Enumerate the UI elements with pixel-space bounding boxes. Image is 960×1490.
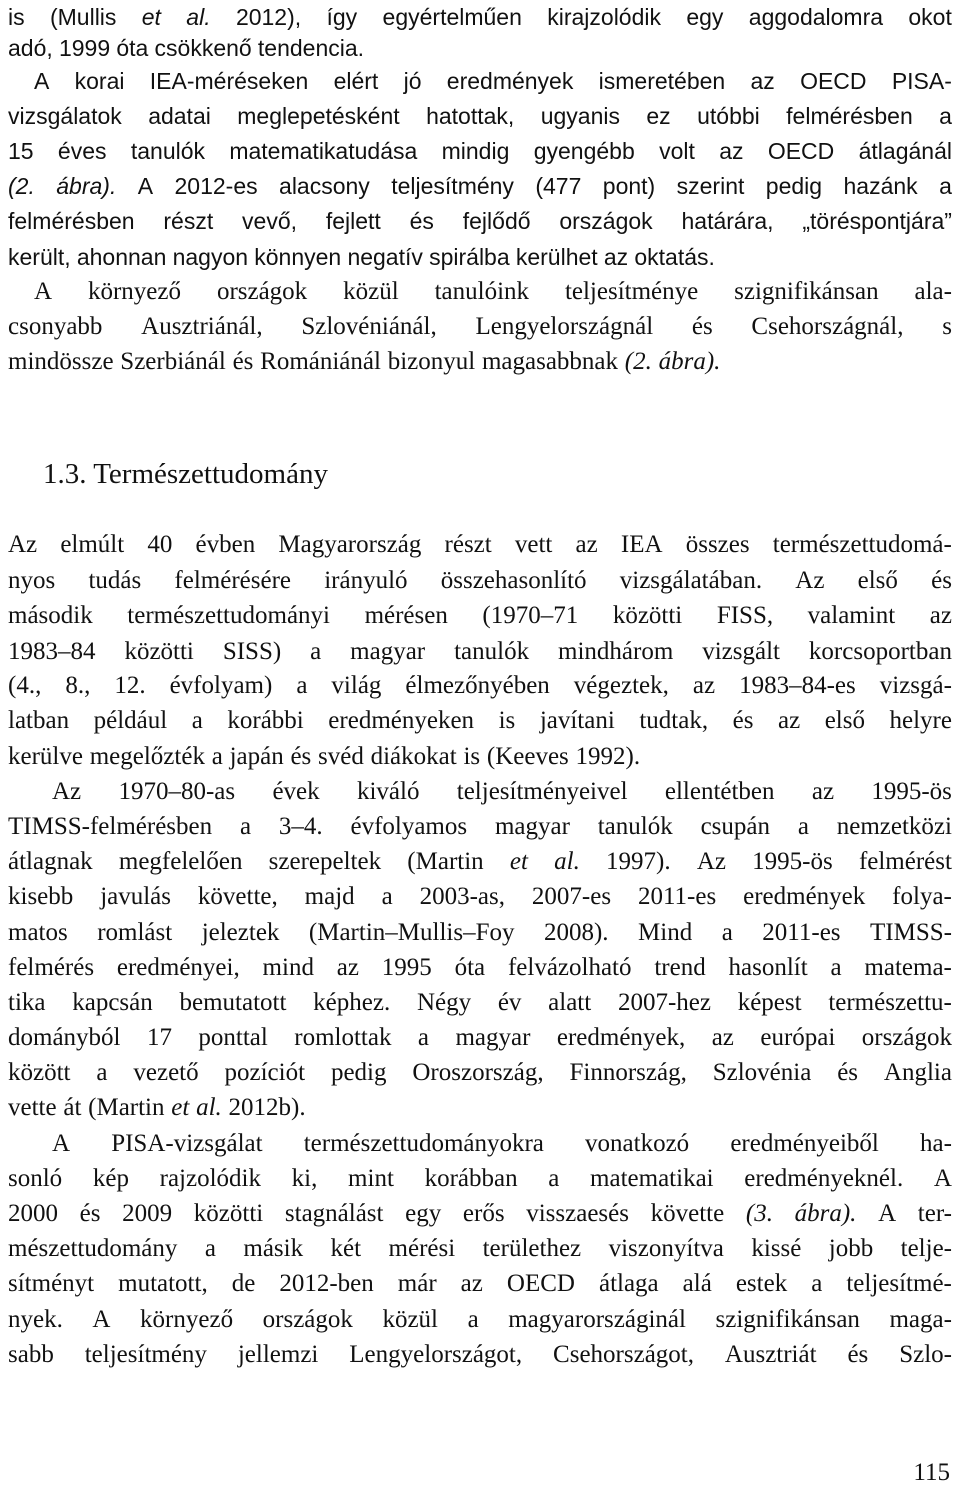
page-number: 115 [913, 1459, 950, 1486]
text-line: mészettudomány a másik két mérési területhez viszonyítva kissé jobb telje- [8, 1235, 952, 1262]
text-line: TIMSS-felmérésben a 3–4. évfolyamos magyar tanulók csupán a nemzetközi [8, 813, 952, 840]
text-line: vette át (Martin et al. 2012b). [8, 1094, 306, 1121]
text-line: sabb teljesítmény jellemzi Lengyelországot, Csehországot, Ausztriát és Szlo- [8, 1341, 952, 1368]
text-line: is (Mullis et al. 2012), így egyértelműen kirajzolódik egy aggodalomra okot [8, 4, 952, 30]
text-line: mindössze Szerbiánál és Romániánál bizonyul magasabbnak (2. ábra). [8, 348, 721, 375]
text-line: (2. ábra). A 2012-es alacsony teljesítmény (477 pont) szerint pedig hazánk a [8, 173, 952, 199]
text-line: sonló kép rajzolódik ki, mint korábban a matematikai eredményeknél. A [8, 1165, 952, 1192]
text-line: nyek. A környező országok közül a magyarországinál szignifikánsan maga- [8, 1306, 952, 1333]
text-line: tika kapcsán bemutatott képhez. Négy év alatt 2007-hez képest természettu- [8, 989, 952, 1016]
text-line: (4., 8., 12. évfolyam) a világ élmezőnyében végeztek, az 1983–84-es vizsgá- [8, 672, 952, 699]
text-line: A környező országok közül tanulóink teljesítménye szignifikánsan ala- [34, 278, 952, 305]
text-line: kisebb javulás követte, majd a 2003-as, 2007-es 2011-es eredmények folya- [8, 883, 952, 910]
text-line: matos romlást jeleztek (Martin–Mullis–Foy 2008). Mind a 2011-es TIMSS- [8, 919, 952, 946]
text-line: latban például a korábbi eredményeken is javítani tudtak, és az első helyre [8, 707, 952, 734]
text-line: nyos tudás felmérésére irányuló összehasonlító vizsgálatában. Az első és [8, 567, 952, 594]
text-line: kerülve megelőzték a japán és svéd diákokat is (Keeves 1992). [8, 743, 641, 770]
text-line: A PISA-vizsgálat természettudományokra vonatkozó eredményeiből ha- [52, 1130, 952, 1157]
text-line: átlagnak megfelelően szerepeltek (Martin et al. 1997). Az 1995-ös felmérést [8, 848, 952, 875]
section-heading: 1.3. Természettudomány [43, 458, 328, 490]
text-line: vizsgálatok adatai meglepetésként hatottak, ugyanis ez utóbbi felmérésben a [8, 103, 952, 129]
text-line: 2000 és 2009 közötti stagnálást egy erős visszaesés követte (3. ábra). A ter- [8, 1200, 952, 1227]
text-line: adó, 1999 óta csökkenő tendencia. [8, 35, 365, 61]
text-line: 15 éves tanulók matematikatudása mindig gyengébb volt az OECD átlagánál [8, 138, 952, 164]
text-line: sítményt mutatott, de 2012-ben már az OECD átlaga alá estek a teljesítmé- [8, 1270, 952, 1297]
text-line: Az elmúlt 40 évben Magyarország részt vett az IEA összes természettudomá- [8, 531, 952, 558]
text-line: dományból 17 ponttal romlottak a magyar eredmények, az európai országok [8, 1024, 952, 1051]
text-line: A korai IEA-méréseken elért jó eredmények ismeretében az OECD PISA- [34, 68, 952, 94]
text-line: került, ahonnan nagyon könnyen negatív spirálba kerülhet az oktatás. [8, 244, 715, 270]
text-line: 1983–84 közötti SISS) a magyar tanulók mindhárom vizsgált korcsoportban [8, 638, 952, 665]
text-line: Az 1970–80-as évek kiváló teljesítményeivel ellentétben az 1995-ös [52, 778, 952, 805]
text-line: felmérésben részt vevő, fejlett és fejlődő országok határára, „töréspontjára” [8, 208, 952, 234]
text-line: második természettudományi mérésen (1970–71 közötti FISS, valamint az [8, 602, 952, 629]
text-line: között a vezető pozíciót pedig Oroszország, Finnország, Szlovénia és Anglia [8, 1059, 952, 1086]
text-line: csonyabb Ausztriánál, Szlovéniánál, Lengyelországnál és Csehországnál, s [8, 313, 952, 340]
text-line: felmérés eredményei, mind az 1995 óta felvázolható trend hasonlít a matema- [8, 954, 952, 981]
